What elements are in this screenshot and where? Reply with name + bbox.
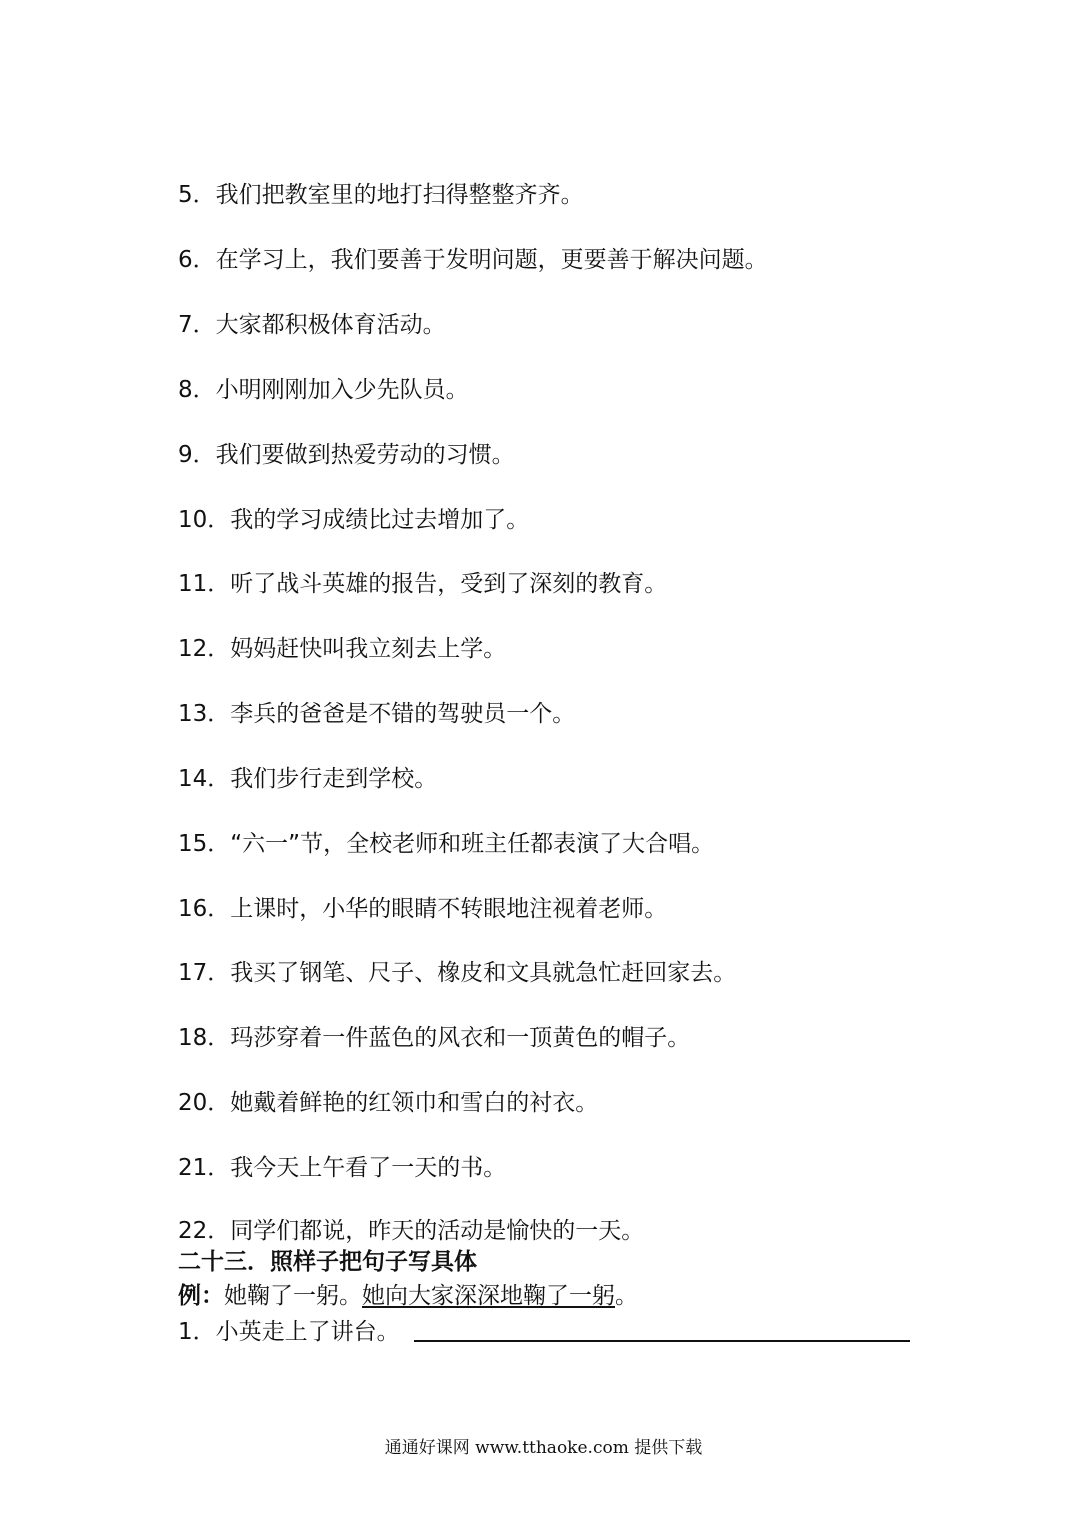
sentence-14: 14．我们步行走到学校。 bbox=[178, 766, 438, 792]
sentence-22: 22．同学们都说，昨天的活动是愉快的一天。 bbox=[178, 1218, 645, 1244]
example-text: 她鞠了一躬。 bbox=[224, 1283, 362, 1309]
example-label: 例： bbox=[178, 1283, 224, 1309]
sentence-6: 6．在学习上，我们要善于发明问题，更要善于解决问题。 bbox=[178, 247, 768, 273]
sentence-5: 5．我们把教室里的地打扫得整整齐齐。 bbox=[178, 182, 584, 208]
sentence-17: 17．我买了钢笔、尺子、橡皮和文具就急忙赶回家去。 bbox=[178, 960, 737, 986]
answer-blank-1[interactable] bbox=[414, 1340, 910, 1342]
sentence-10: 10．我的学习成绩比过去增加了。 bbox=[178, 507, 530, 533]
sentence-13: 13．李兵的爸爸是不错的驾驶员一个。 bbox=[178, 701, 576, 727]
sentence-12: 12．妈妈赶快叫我立刻去上学。 bbox=[178, 636, 507, 662]
exercise-1: 1．小英走上了讲台。 bbox=[178, 1319, 400, 1345]
sentence-11: 11．听了战斗英雄的报告，受到了深刻的教育。 bbox=[178, 571, 668, 597]
sentence-21: 21．我今天上午看了一天的书。 bbox=[178, 1155, 507, 1181]
page-footer: 通通好课网 www.tthaoke.com 提供下载 bbox=[384, 1438, 703, 1458]
example-answer: 她向大家深深地鞠了一躬 bbox=[362, 1283, 615, 1309]
sentence-7: 7．大家都积极体育活动。 bbox=[178, 312, 446, 338]
sentence-9: 9．我们要做到热爱劳动的习惯。 bbox=[178, 442, 515, 468]
section-title: 二十三．照样子把句子写具体 bbox=[178, 1249, 477, 1275]
sentence-20: 20．她戴着鲜艳的红领巾和雪白的衬衣。 bbox=[178, 1090, 599, 1116]
sentence-15: 15．“六一”节，全校老师和班主任都表演了大合唱。 bbox=[178, 831, 715, 857]
sentence-8: 8．小明刚刚加入少先队员。 bbox=[178, 377, 469, 403]
example-end: 。 bbox=[615, 1283, 638, 1309]
sentence-18: 18．玛莎穿着一件蓝色的风衣和一顶黄色的帽子。 bbox=[178, 1025, 691, 1051]
sentence-16: 16．上课时，小华的眼睛不转眼地注视着老师。 bbox=[178, 896, 668, 922]
example-line bbox=[178, 1281, 638, 1311]
